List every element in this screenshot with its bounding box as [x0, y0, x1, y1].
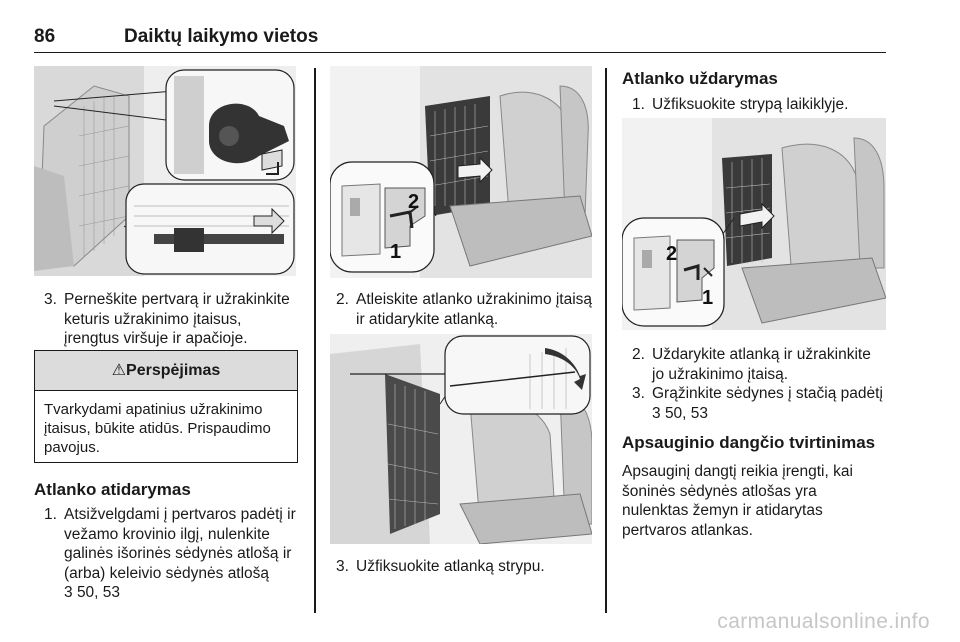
- step-text-body: Grąžinkite sėdynes į stačią padėtį: [652, 385, 883, 402]
- page-ref: 50, 53: [664, 404, 709, 422]
- callout-1: 1: [702, 287, 714, 309]
- step-3-mid: [336, 557, 598, 577]
- page-ref-arrow-icon: 3: [64, 584, 73, 601]
- step-text-body: Atsižvelgdami į pertvaros padėtį ir vežamo krovinio ilgį, nulenkite galinės išorinės sėdynės atlošą ir (arba) keleivio sėdynės atlošą: [64, 506, 296, 582]
- step-text: [64, 505, 302, 603]
- page-number: 86: [34, 26, 56, 47]
- step-text: Uždarykite atlanką ir užrakinkite jo užrakinimo įtaisą.: [652, 346, 871, 383]
- heading-atlanko-atidarymas: Atlanko atidarymas: [34, 480, 191, 499]
- watermark: carmanualsonline.info: [717, 610, 930, 633]
- column-divider-left: [314, 68, 316, 613]
- warning-body: Tvarkydami apatinius užrakinimo įtaisus, būkite atidūs. Prispaudimo pavojus.: [44, 401, 271, 456]
- step-3-right: [632, 384, 887, 423]
- step-2-right: [632, 345, 887, 384]
- step-number: 1.: [632, 96, 645, 113]
- release-lock-illustration: [330, 66, 592, 278]
- column-divider-right: [605, 68, 607, 613]
- warning-header: [35, 351, 297, 391]
- step-number: 3.: [632, 385, 645, 402]
- figure-open-flap: [330, 334, 592, 544]
- page-ref: 50, 53: [76, 584, 121, 601]
- step-3-left: [44, 290, 299, 349]
- figure-close-flap: [622, 118, 886, 330]
- page-header: [34, 22, 886, 53]
- figure-release-lock: [330, 66, 592, 278]
- step-text: Užfiksuokite atlanką strypu.: [356, 558, 545, 575]
- warning-box: [34, 350, 298, 463]
- step-1-right: [632, 95, 887, 115]
- warning-triangle-icon: ⚠: [111, 362, 127, 379]
- warning-title: Perspėjimas: [126, 362, 221, 379]
- paragraph-protective-cover: Apsauginį dangtį reikia įrengti, kai šoninės sėdynės atlošas yra nulenktas žemyn ir atidarytas pertvaros atlankas.: [622, 463, 853, 539]
- open-flap-illustration: [330, 334, 592, 544]
- step-text: Užfiksuokite strypą laikiklyje.: [652, 96, 849, 113]
- callout-2: 2: [666, 243, 678, 265]
- close-flap-illustration: [622, 118, 886, 330]
- page-ref-arrow-icon: 3: [652, 404, 661, 422]
- step-number: 1.: [44, 506, 57, 523]
- chapter-title: Daiktų laikymo vietos: [124, 26, 319, 47]
- heading-atlanko-uzdarymas: Atlanko uždarymas: [622, 69, 778, 88]
- partition-locks-illustration: [34, 66, 296, 276]
- step-number: 3.: [336, 558, 349, 575]
- step-number: 2.: [632, 346, 645, 363]
- step-number: 2.: [336, 291, 349, 308]
- callout-2: 2: [408, 191, 420, 213]
- step-1-left: [44, 505, 302, 603]
- step-2-mid: [336, 290, 598, 329]
- callout-1: 1: [390, 241, 402, 263]
- figure-partition-locks: [34, 66, 296, 276]
- step-number: 3.: [44, 291, 57, 308]
- step-text: [652, 384, 887, 423]
- heading-apsauginio-dangcio: Apsauginio dangčio tvirtinimas: [622, 433, 876, 452]
- step-text: Perneškite pertvarą ir užrakinkite keturis užrakinimo įtaisus, įrengtus viršuje ir apačioje.: [64, 291, 290, 347]
- step-text: Atleiskite atlanko užrakinimo įtaisą ir atidarykite atlanką.: [356, 291, 593, 328]
